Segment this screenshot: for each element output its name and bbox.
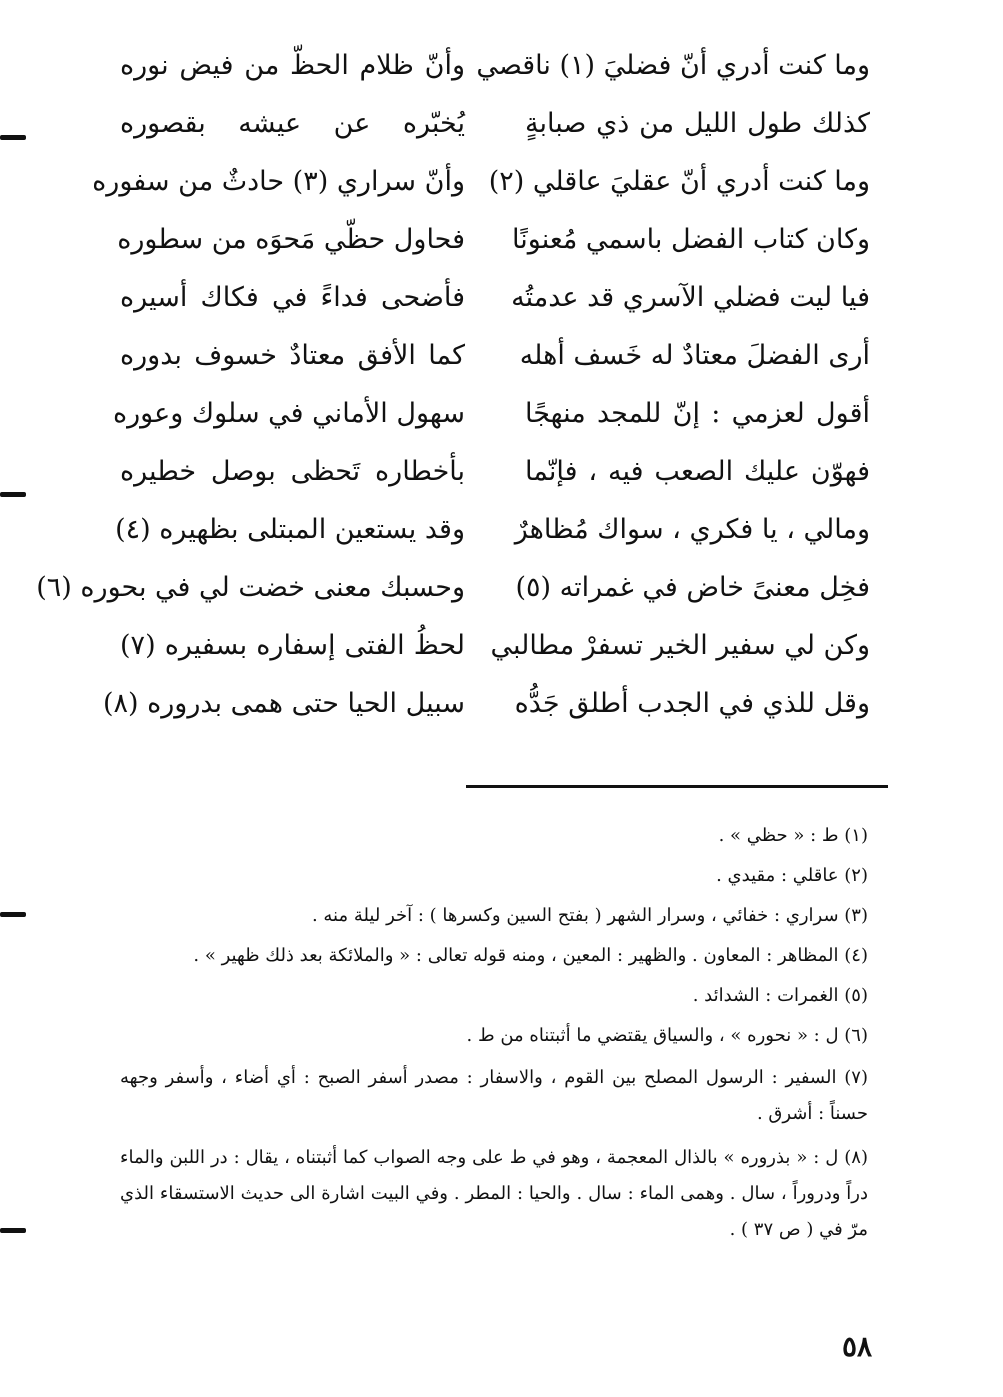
verse (120, 618, 870, 676)
second-hemistich: يُخبّره عن عيشه بقصوره (120, 108, 465, 139)
footnote: (٢) عاقلي : مقيدي . (716, 865, 868, 886)
footnote: (٤) المظاهر : المعاون . والظهير : المعين ، ومنه قوله تعالى : « والملائكة بعد ذلك ظهير » . (193, 945, 868, 966)
first-hemistich: وكن لي سفير الخير تسفرْ مطالبي (490, 630, 870, 661)
verse (120, 328, 870, 386)
first-hemistich: ومالي ، يا فكري ، سواك مُظاهرٌ (514, 514, 870, 545)
second-hemistich: وأنّ سراري (٣) حادثٌ من سفوره (92, 166, 465, 197)
first-hemistich: وقل للذي في الجدب أطلق جَدُّه (514, 688, 870, 719)
footnote: (٦) ل : « نحوره » ، والسياق يقتضي ما أثبتناه من ط . (466, 1025, 868, 1046)
margin-mark (0, 1228, 26, 1233)
first-hemistich: أرى الفضلَ معتادٌ له خَسف أهله (519, 340, 870, 371)
first-hemistich: وكان كتاب الفضل باسمي مُعنونًا (512, 224, 870, 255)
footnote: (٥) الغمرات : الشدائد . (692, 985, 868, 1006)
second-hemistich: كما الأفق معتادٌ خسوف بدوره (120, 340, 465, 371)
verse (102, 676, 870, 734)
second-hemistich: فحاول حظّي مَحوَه من سطوره (117, 224, 465, 255)
second-hemistich: وحسبك معنى خضت لي في بحوره (٦) (36, 572, 465, 603)
verse (120, 444, 870, 502)
page-number: ٥٨ (842, 1330, 873, 1363)
second-hemistich: لحظُ الفتى إسفاره بسفيره (٧) (120, 630, 465, 661)
footnotes (120, 820, 868, 1256)
verse (120, 96, 870, 154)
second-hemistich: سهول الأماني في سلوك وعوره (112, 398, 465, 429)
verse (120, 38, 870, 96)
verse (92, 154, 870, 212)
verse (117, 212, 870, 270)
verse (115, 502, 870, 560)
footnote: (٣) سراري : خفائي ، وسرار الشهر ( بفتح السين وكسرها ) : آخر ليلة منه . (311, 905, 868, 926)
second-hemistich: سبيل الحيا حتى همى بدروره (٨) (102, 688, 465, 719)
poem (36, 38, 870, 734)
first-hemistich: وما كنت أدري أنّ فضليَ (١) ناقصي (476, 50, 870, 81)
margin-mark (0, 912, 26, 917)
footnote: (٧) السفير : الرسول المصلح بين القوم ، والاسفار : مصدر أسفر الصبح : أي أضاء ، وأسفر وجهه حسناً : أشرق . (120, 1067, 868, 1124)
second-hemistich: فأضحى فداءً في فكاك أسيره (120, 282, 465, 313)
second-hemistich: وقد يستعين المبتلى بظهيره (٤) (115, 514, 465, 545)
first-hemistich: أقول لعزمي : إنّ للمجد منهجًا (525, 398, 870, 429)
first-hemistich: كذلك طول الليل من ذي صبابةٍ (525, 108, 870, 139)
verse (112, 386, 870, 444)
verse (120, 270, 870, 328)
first-hemistich: فخِل معنىً خاض في غمراته (٥) (515, 572, 870, 603)
second-hemistich: وأنّ ظلام الحظّ من فيض نوره (120, 50, 465, 81)
first-hemistich: وما كنت أدري أنّ عقليَ عاقلي (٢) (488, 166, 870, 197)
margin-mark (0, 492, 26, 497)
second-hemistich: بأخطاره تَحظى بوصل خطيره (120, 456, 465, 487)
first-hemistich: فيا ليت فضلي الآسري قد عدمتُه (511, 282, 870, 313)
footnote: (١) ط : « حظي » . (718, 825, 868, 846)
first-hemistich: فهوّن عليك الصعب فيه ، فإنّما (525, 456, 870, 487)
footnote-divider (466, 785, 888, 788)
verse (36, 560, 870, 618)
margin-mark (0, 135, 26, 140)
footnote: (٨) ل : « بذروره » بالذال المعجمة ، وهو في ط على وجه الصواب كما أثبتناه ، يقال : در اللبن والماء دراً ودروراً ، سال . وهمى الماء : سال . والحيا : المطر . وفي البيت اشارة الى حديث الاستسقاء الذي مرّ في ( ص ٣٧ ) . (120, 1147, 868, 1240)
